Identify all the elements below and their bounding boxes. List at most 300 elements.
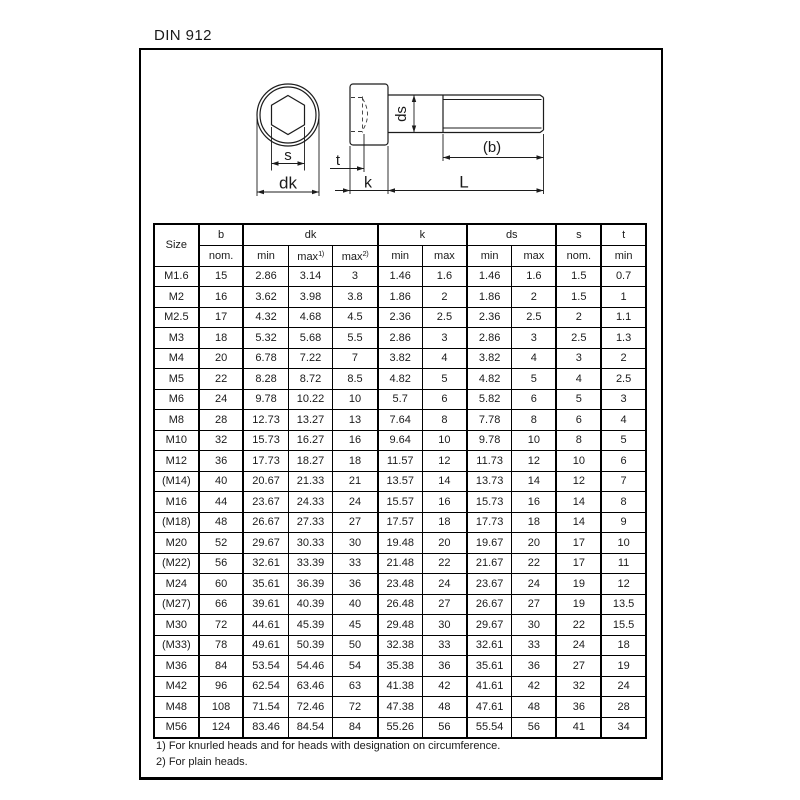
table-row	[154, 656, 646, 677]
table-cell: 42	[512, 676, 557, 697]
table-cell: 40	[333, 594, 378, 615]
table-cell: 3.82	[378, 348, 423, 369]
table-cell: 5.7	[378, 389, 423, 410]
table-cell: 24	[333, 492, 378, 513]
table-cell: (M22)	[154, 553, 199, 574]
table-cell: 32	[556, 676, 601, 697]
table-cell: 48	[422, 697, 467, 718]
dimension-table	[153, 223, 647, 739]
table-cell: 2.36	[467, 307, 512, 328]
table-cell: 4.68	[288, 307, 333, 328]
table-cell: M48	[154, 697, 199, 718]
table-cell: 20.67	[243, 471, 288, 492]
table-cell: (M27)	[154, 594, 199, 615]
table-cell: 13.57	[378, 471, 423, 492]
table-cell: 18	[333, 451, 378, 472]
table-cell: 32.61	[467, 635, 512, 656]
table-cell: 84	[333, 717, 378, 738]
screw-shank	[388, 95, 544, 133]
table-row	[154, 512, 646, 533]
table-cell: 5	[512, 369, 557, 390]
table-cell: 7.64	[378, 410, 423, 431]
table-cell: 23.67	[243, 492, 288, 513]
table-row	[154, 697, 646, 718]
table-cell: 72.46	[288, 697, 333, 718]
table-cell: 35.61	[467, 656, 512, 677]
table-cell: 29.67	[243, 533, 288, 554]
table-cell: 13.27	[288, 410, 333, 431]
table-cell: 24	[199, 389, 244, 410]
table-cell: 1.46	[378, 266, 423, 287]
table-cell: 48	[512, 697, 557, 718]
table-cell: 44.61	[243, 615, 288, 636]
table-row	[154, 717, 646, 738]
table-cell: 9.64	[378, 430, 423, 451]
table-cell: 1.6	[422, 266, 467, 287]
table-cell: 26.67	[243, 512, 288, 533]
table-cell: 12.73	[243, 410, 288, 431]
table-cell: 10	[601, 533, 646, 554]
table-cell: 18.27	[288, 451, 333, 472]
table-cell: 11.73	[467, 451, 512, 472]
hex-socket-outline	[272, 96, 305, 135]
table-cell: 48	[199, 512, 244, 533]
table-cell: 17	[199, 307, 244, 328]
table-cell: 22	[512, 553, 557, 574]
table-cell: 29.67	[467, 615, 512, 636]
column-group-t: t	[601, 224, 646, 245]
table-cell: M30	[154, 615, 199, 636]
table-cell: 96	[199, 676, 244, 697]
table-cell: 27	[556, 656, 601, 677]
table-cell: 16	[422, 492, 467, 513]
table-cell: 14	[422, 471, 467, 492]
table-cell: 3.98	[288, 287, 333, 308]
hidden-socket-lines	[351, 97, 368, 133]
table-cell: 32	[199, 430, 244, 451]
table-cell: 19.48	[378, 533, 423, 554]
table-row	[154, 389, 646, 410]
table-cell: 5	[556, 389, 601, 410]
label-thread-length: (b)	[482, 139, 502, 156]
table-cell: 83.46	[243, 717, 288, 738]
column-subheader: $\max^{2)}$	[333, 245, 378, 266]
table-cell: 56	[199, 553, 244, 574]
column-subheader: $\max^{1)}$	[288, 245, 333, 266]
table-cell: 3.62	[243, 287, 288, 308]
table-cell: 30	[512, 615, 557, 636]
table-cell: 84.54	[288, 717, 333, 738]
table-cell: M2	[154, 287, 199, 308]
table-row	[154, 287, 646, 308]
table-row	[154, 635, 646, 656]
table-cell: 12	[512, 451, 557, 472]
column-subheader: nom.	[199, 245, 244, 266]
table-cell: M56	[154, 717, 199, 738]
table-cell: 6	[601, 451, 646, 472]
table-cell: 19	[601, 656, 646, 677]
table-cell: M1.6	[154, 266, 199, 287]
table-cell: 27	[333, 512, 378, 533]
table-row	[154, 676, 646, 697]
table-cell: 16	[512, 492, 557, 513]
table-cell: 0.7	[601, 266, 646, 287]
column-header-size: Size	[154, 224, 199, 266]
table-row	[154, 328, 646, 349]
table-cell: 30	[333, 533, 378, 554]
table-cell: M20	[154, 533, 199, 554]
table-cell: 4	[601, 410, 646, 431]
table-cell: M42	[154, 676, 199, 697]
table-cell: 9	[601, 512, 646, 533]
table-cell: 8	[556, 430, 601, 451]
table-cell: 16	[199, 287, 244, 308]
table-cell: 1.46	[467, 266, 512, 287]
table-cell: 32.61	[243, 553, 288, 574]
table-cell: 36	[422, 656, 467, 677]
table-row	[154, 307, 646, 328]
table-cell: 45.39	[288, 615, 333, 636]
table-cell: 6	[422, 389, 467, 410]
table-row	[154, 266, 646, 287]
column-subheader: min	[601, 245, 646, 266]
table-cell: 108	[199, 697, 244, 718]
table-cell: 12	[422, 451, 467, 472]
table-cell: 53.54	[243, 656, 288, 677]
table-cell: 3	[422, 328, 467, 349]
table-cell: 17.73	[467, 512, 512, 533]
table-cell: 16	[333, 430, 378, 451]
table-cell: 7.22	[288, 348, 333, 369]
table-cell: 72	[199, 615, 244, 636]
table-cell: 3.82	[467, 348, 512, 369]
table-cell: 21	[333, 471, 378, 492]
table-cell: 16.27	[288, 430, 333, 451]
table-cell: 2.86	[467, 328, 512, 349]
table-cell: 23.48	[378, 574, 423, 595]
table-cell: 56	[512, 717, 557, 738]
table-cell: 20	[199, 348, 244, 369]
table-cell: 7.78	[467, 410, 512, 431]
table-cell: 41	[556, 717, 601, 738]
table-cell: 35.38	[378, 656, 423, 677]
table-row	[154, 430, 646, 451]
column-subheader: max	[512, 245, 557, 266]
extension-lines	[257, 117, 544, 196]
table-cell: 15.57	[378, 492, 423, 513]
column-subheader: min	[243, 245, 288, 266]
table-cell: 8	[601, 492, 646, 513]
table-cell: 8.28	[243, 369, 288, 390]
table-cell: 36	[333, 574, 378, 595]
table-cell: 28	[601, 697, 646, 718]
head-outline-circle	[257, 84, 319, 146]
table-cell: 2.36	[378, 307, 423, 328]
footnote-1: 1) For knurled heads and for heads with designation on circumference.	[156, 740, 501, 752]
column-group-dk: dk	[243, 224, 377, 245]
table-cell: 20	[512, 533, 557, 554]
table-cell: 5.32	[243, 328, 288, 349]
label-socket-depth: t	[335, 152, 341, 169]
table-cell: 26.48	[378, 594, 423, 615]
table-cell: 9.78	[243, 389, 288, 410]
column-subheader: max	[422, 245, 467, 266]
table-cell: 10.22	[288, 389, 333, 410]
table-cell: 6	[556, 410, 601, 431]
table-row	[154, 451, 646, 472]
table-cell: 3	[601, 389, 646, 410]
table-cell: M3	[154, 328, 199, 349]
table-cell: 27	[512, 594, 557, 615]
table-cell: 26.67	[467, 594, 512, 615]
table-cell: 14	[556, 492, 601, 513]
label-head-height: k	[364, 174, 372, 192]
table-cell: 29.48	[378, 615, 423, 636]
table-cell: 54.46	[288, 656, 333, 677]
table-cell: 40	[199, 471, 244, 492]
table-cell: 4.32	[243, 307, 288, 328]
table-cell: M8	[154, 410, 199, 431]
table-cell: 41.38	[378, 676, 423, 697]
table-cell: 50.39	[288, 635, 333, 656]
table-cell: 18	[199, 328, 244, 349]
table-cell: 2	[601, 348, 646, 369]
table-cell: 30	[422, 615, 467, 636]
table-cell: 7	[601, 471, 646, 492]
table-cell: 4.5	[333, 307, 378, 328]
table-cell: 2.86	[378, 328, 423, 349]
column-group-s: s	[556, 224, 601, 245]
column-group-b: b	[199, 224, 244, 245]
column-group-k: k	[378, 224, 467, 245]
table-cell: (M14)	[154, 471, 199, 492]
table-cell: 60	[199, 574, 244, 595]
table-row	[154, 615, 646, 636]
table-cell: 50	[333, 635, 378, 656]
table-cell: M12	[154, 451, 199, 472]
table-cell: 8.5	[333, 369, 378, 390]
table-cell: 9.78	[467, 430, 512, 451]
table-cell: 10	[333, 389, 378, 410]
screw-head-side	[350, 84, 388, 145]
table-row	[154, 533, 646, 554]
table-cell: 15.73	[467, 492, 512, 513]
table-cell: M10	[154, 430, 199, 451]
table-cell: 62.54	[243, 676, 288, 697]
table-cell: 36	[556, 697, 601, 718]
table-cell: M5	[154, 369, 199, 390]
table-cell: 15	[199, 266, 244, 287]
table-cell: 3	[333, 266, 378, 287]
table-row	[154, 574, 646, 595]
table-cell: 2.5	[512, 307, 557, 328]
table-cell: 2	[512, 287, 557, 308]
table-cell: 22	[199, 369, 244, 390]
table-cell: 14	[556, 512, 601, 533]
table-cell: M4	[154, 348, 199, 369]
label-socket-width: s	[284, 147, 292, 164]
table-cell: 22	[422, 553, 467, 574]
table-cell: 5.5	[333, 328, 378, 349]
table-cell: 13.73	[467, 471, 512, 492]
table-cell: M6	[154, 389, 199, 410]
table-cell: 18	[512, 512, 557, 533]
table-cell: 13	[333, 410, 378, 431]
technical-drawing	[230, 58, 575, 210]
table-cell: 4.82	[378, 369, 423, 390]
table-cell: 1.5	[556, 287, 601, 308]
label-shank-diameter: ds	[393, 106, 410, 122]
table-cell: 66	[199, 594, 244, 615]
table-row	[154, 369, 646, 390]
table-row	[154, 410, 646, 431]
table-cell: 12	[556, 471, 601, 492]
table-cell: 36	[512, 656, 557, 677]
table-cell: 15.73	[243, 430, 288, 451]
table-cell: 40.39	[288, 594, 333, 615]
table-cell: 47.61	[467, 697, 512, 718]
table-cell: 4	[512, 348, 557, 369]
table-cell: 12	[601, 574, 646, 595]
table-cell: 24	[422, 574, 467, 595]
table-cell: M24	[154, 574, 199, 595]
table-cell: (M18)	[154, 512, 199, 533]
table-cell: 19.67	[467, 533, 512, 554]
dimension-table-header	[154, 224, 646, 266]
table-cell: 124	[199, 717, 244, 738]
table-cell: 1.1	[601, 307, 646, 328]
table-cell: 11	[601, 553, 646, 574]
table-cell: 19	[556, 594, 601, 615]
table-cell: 2	[422, 287, 467, 308]
column-subheader: nom.	[556, 245, 601, 266]
footnote-2: 2) For plain heads.	[156, 756, 248, 768]
table-cell: 7	[333, 348, 378, 369]
table-cell: 21.33	[288, 471, 333, 492]
table-cell: 1.3	[601, 328, 646, 349]
table-cell: 72	[333, 697, 378, 718]
table-cell: 24	[512, 574, 557, 595]
table-cell: 1.86	[467, 287, 512, 308]
table-row	[154, 471, 646, 492]
table-cell: 23.67	[467, 574, 512, 595]
table-cell: 10	[512, 430, 557, 451]
table-cell: 4.82	[467, 369, 512, 390]
table-cell: 42	[422, 676, 467, 697]
table-cell: 22	[556, 615, 601, 636]
table-cell: 33.39	[288, 553, 333, 574]
table-cell: 10	[556, 451, 601, 472]
table-cell: 27	[422, 594, 467, 615]
table-cell: 24	[601, 676, 646, 697]
table-cell: 6	[512, 389, 557, 410]
table-cell: 32.38	[378, 635, 423, 656]
table-cell: M2.5	[154, 307, 199, 328]
table-cell: 21.48	[378, 553, 423, 574]
table-cell: 5	[601, 430, 646, 451]
table-cell: 13.5	[601, 594, 646, 615]
table-cell: 33	[422, 635, 467, 656]
table-cell: 84	[199, 656, 244, 677]
table-cell: 5	[422, 369, 467, 390]
thread-minor-lines	[443, 100, 542, 129]
table-cell: 55.54	[467, 717, 512, 738]
table-row	[154, 492, 646, 513]
table-row	[154, 594, 646, 615]
table-cell: 63	[333, 676, 378, 697]
table-cell: 36.39	[288, 574, 333, 595]
table-cell: 2.5	[601, 369, 646, 390]
table-cell: 3	[512, 328, 557, 349]
table-cell: 8.72	[288, 369, 333, 390]
table-cell: 52	[199, 533, 244, 554]
table-cell: 49.61	[243, 635, 288, 656]
dimension-table-body	[154, 266, 646, 738]
table-cell: 39.61	[243, 594, 288, 615]
table-cell: 36	[199, 451, 244, 472]
table-cell: 21.67	[467, 553, 512, 574]
table-cell: 2.5	[556, 328, 601, 349]
column-group-ds: ds	[467, 224, 556, 245]
table-cell: 17.73	[243, 451, 288, 472]
table-cell: 45	[333, 615, 378, 636]
table-cell: 44	[199, 492, 244, 513]
table-cell: 11.57	[378, 451, 423, 472]
table-cell: 56	[422, 717, 467, 738]
table-cell: 15.5	[601, 615, 646, 636]
table-cell: 6.78	[243, 348, 288, 369]
table-cell: 20	[422, 533, 467, 554]
page-title: DIN 912	[154, 27, 212, 44]
label-head-diameter: dk	[279, 173, 297, 193]
table-cell: 17	[556, 553, 601, 574]
table-cell: 18	[601, 635, 646, 656]
table-cell: 5.68	[288, 328, 333, 349]
column-subheader: min	[467, 245, 512, 266]
label-length: L	[459, 172, 469, 192]
table-cell: 3.14	[288, 266, 333, 287]
table-cell: M16	[154, 492, 199, 513]
table-cell: 3	[556, 348, 601, 369]
table-cell: 8	[512, 410, 557, 431]
table-row	[154, 348, 646, 369]
table-cell: 1	[601, 287, 646, 308]
table-cell: 71.54	[243, 697, 288, 718]
table-cell: 63.46	[288, 676, 333, 697]
table-cell: 30.33	[288, 533, 333, 554]
table-cell: 8	[422, 410, 467, 431]
table-cell: 4	[556, 369, 601, 390]
table-cell: 28	[199, 410, 244, 431]
table-cell: 35.61	[243, 574, 288, 595]
table-cell: 1.6	[512, 266, 557, 287]
table-cell: 18	[422, 512, 467, 533]
table-cell: 2.5	[422, 307, 467, 328]
table-cell: 41.61	[467, 676, 512, 697]
table-cell: 78	[199, 635, 244, 656]
table-cell: 3.8	[333, 287, 378, 308]
table-cell: 24	[556, 635, 601, 656]
table-cell: (M33)	[154, 635, 199, 656]
table-cell: 1.5	[556, 266, 601, 287]
table-cell: 27.33	[288, 512, 333, 533]
table-cell: 55.26	[378, 717, 423, 738]
table-cell: 24.33	[288, 492, 333, 513]
table-cell: 33	[512, 635, 557, 656]
column-subheader: min	[378, 245, 423, 266]
table-cell: 5.82	[467, 389, 512, 410]
table-cell: 14	[512, 471, 557, 492]
